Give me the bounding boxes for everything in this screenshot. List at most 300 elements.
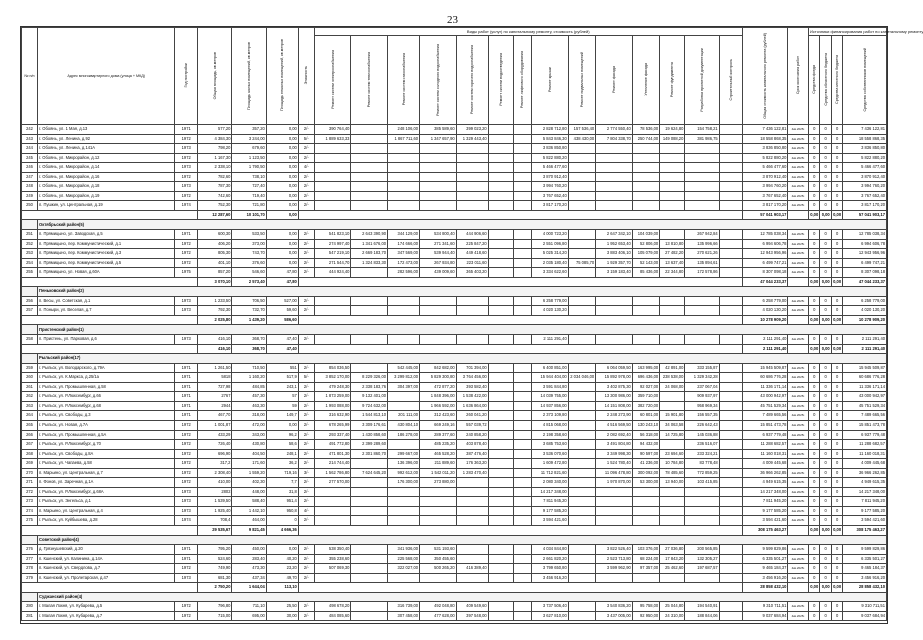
row-w6 [488, 459, 513, 469]
row-w4 [420, 191, 457, 201]
row-w12: 14 725,80 [660, 430, 685, 440]
row-w6 [488, 230, 513, 240]
row-w6 [488, 306, 513, 316]
row-year: 1972 [175, 420, 198, 430]
row-w3 [388, 163, 420, 173]
row-s2: 0 [820, 249, 831, 259]
row-total-cost: 6 499 747,21 [742, 258, 788, 268]
total-s2: 0,00 [820, 210, 831, 220]
row-s4: 3 767 652,40 [843, 191, 887, 201]
row-w1: 1 993 088,00 [314, 401, 351, 411]
row-s3: 0 [831, 239, 842, 249]
row-nonres-area: 0,00 [266, 134, 298, 144]
row-s4: 12 785 038,34 [843, 230, 887, 240]
row-w3 [388, 201, 420, 211]
row-total-area: 410,00 [198, 478, 232, 488]
row-living-area: 1 559,20 [232, 468, 266, 478]
row-w2: 1 341 676,00 [351, 239, 388, 249]
row-floors: 2/- [298, 611, 314, 621]
row-w6 [488, 134, 513, 144]
total-deadline-spacer [788, 277, 809, 287]
row-number: 244 [22, 144, 38, 154]
row-w2: 9 132 401,00 [351, 392, 388, 402]
row-s4: 9 599 829,86 [843, 545, 887, 555]
row-w3: 282 596,00 [388, 268, 420, 278]
total-spacer [22, 315, 198, 325]
row-address: г. Малая Локня, ул. Кубарева, д.7 [38, 611, 175, 621]
row-year: 1973 [175, 306, 198, 316]
row-w10 [596, 201, 633, 211]
row-year: 1971 [175, 411, 198, 421]
table-row [22, 125, 887, 135]
row-living-area: 1 790,50 [232, 163, 266, 173]
row-address: г. Рыльск, ул. Свободы, д.3 [38, 411, 175, 421]
row-w2: 9 724 632,00 [351, 401, 388, 411]
row-s2: 0 [820, 306, 831, 316]
row-w2 [351, 487, 388, 497]
row-year: 1972 [175, 449, 198, 459]
row-w13 [685, 335, 719, 345]
row-w7 [513, 497, 531, 507]
row-w3 [388, 144, 420, 154]
row-w2 [351, 172, 388, 182]
row-s3: 0 [831, 373, 842, 383]
row-deadline: 4кв.2025г. [788, 249, 809, 259]
table-row [22, 296, 887, 306]
table-row [22, 478, 887, 488]
row-year: 1972 [175, 602, 198, 612]
row-w5: 444 906,60 [456, 230, 488, 240]
row-w9: 2 034 046,00 [568, 373, 595, 383]
row-total-cost: 3 767 652,40 [742, 191, 788, 201]
total-cost: 28 858 432,10 [742, 583, 788, 593]
row-w10: 3 159 183,40 [596, 268, 633, 278]
row-w10 [596, 306, 633, 316]
row-w9 [568, 363, 595, 373]
row-s2: 0 [820, 172, 831, 182]
row-w5 [456, 516, 488, 526]
total-s4: 308 175 463,27 [843, 525, 887, 535]
row-s2: 0 [820, 401, 831, 411]
row-address: п. Прямицыно, пер. Коммунистический, д.5 [38, 258, 175, 268]
table-row [22, 306, 887, 316]
row-w3: 172 473,00 [388, 258, 420, 268]
row-w1: 1 889 633,33 [314, 134, 351, 144]
row-living-area: 430,80 [232, 440, 266, 450]
row-w4: 289 377,60 [420, 430, 457, 440]
district-total-row [22, 344, 887, 354]
row-w8: 6 400 851,00 [532, 363, 569, 373]
row-w12 [660, 440, 685, 450]
row-s1: 0 [809, 401, 820, 411]
row-s3: 0 [831, 516, 842, 526]
row-year: 1972 [175, 172, 198, 182]
row-year: 1974 [175, 516, 198, 526]
row-nonres-area: 58,6 [266, 440, 298, 450]
row-w7 [513, 516, 531, 526]
row-deadline: 4кв.2025г. [788, 392, 809, 402]
row-w8: 3 817 170,20 [532, 201, 569, 211]
district-name: Пеньковский район(2) [38, 287, 887, 297]
row-w13: 381 986,75 [685, 134, 719, 144]
col-s4: Средства собственников помещений [843, 36, 887, 125]
row-w4: 842 682,00 [420, 363, 457, 373]
row-w8: 3 836 850,80 [532, 144, 569, 154]
row-w9 [568, 306, 595, 316]
table-row [22, 363, 887, 373]
row-w13: 233 324,21 [685, 449, 719, 459]
row-w3 [388, 440, 420, 450]
row-w10 [596, 296, 633, 306]
row-w1 [314, 506, 351, 516]
row-year: 1971 [175, 125, 198, 135]
row-total-cost: 14 217 348,00 [742, 487, 788, 497]
row-floors: 2/- [298, 440, 314, 450]
row-deadline: 4кв.2025г. [788, 163, 809, 173]
row-w13: 333 155,87 [685, 363, 719, 373]
row-s3: 0 [831, 602, 842, 612]
row-year: 1971 [175, 554, 198, 564]
table-row [22, 134, 887, 144]
row-number: 270 [22, 468, 38, 478]
row-deadline: 4кв.2025г. [788, 573, 809, 583]
row-year: 1972 [175, 564, 198, 574]
row-number: 262 [22, 392, 38, 402]
row-w7 [513, 602, 531, 612]
row-s3: 0 [831, 440, 842, 450]
row-w6 [488, 420, 513, 430]
row-w7 [513, 163, 531, 173]
district-total-row [22, 315, 887, 325]
row-s4: 6 499 747,21 [843, 258, 887, 268]
total-s4: 57 041 903,17 [843, 210, 887, 220]
total-spacer [22, 277, 198, 287]
row-floors: 4/- [298, 163, 314, 173]
row-w8: 3 737 506,40 [532, 602, 569, 612]
row-w5 [456, 478, 488, 488]
row-total-area: 857,20 [198, 268, 232, 278]
total-cost: 10 278 909,20 [742, 315, 788, 325]
row-w5: 240 858,20 [456, 430, 488, 440]
col-n: № п/п [22, 28, 38, 125]
row-nonres-area: 551 [266, 363, 298, 373]
row-w5: 225 847,20 [456, 239, 488, 249]
row-total-area: 406,20 [198, 239, 232, 249]
row-w9: 75 085,70 [568, 258, 595, 268]
row-w10: 3 822 526,40 [596, 545, 633, 555]
row-w8: 1 609 472,80 [532, 459, 569, 469]
row-w11: 78 536,00 [632, 125, 659, 135]
total-deadline-spacer [788, 525, 809, 535]
row-living-area: 711,10 [232, 602, 266, 612]
table-row [22, 545, 887, 555]
total-s4: 47 044 233,37 [843, 277, 887, 287]
row-w4 [420, 516, 457, 526]
row-s2: 0 [820, 125, 831, 135]
row-s4: 5 822 880,20 [843, 153, 887, 163]
table-row [22, 268, 887, 278]
row-address: г. Обоянь, ул. Ленина, д.141А [38, 144, 175, 154]
row-number: 276 [22, 545, 38, 555]
row-w14 [719, 163, 742, 173]
row-w2: 1 544 813,10 [351, 411, 388, 421]
row-living-area: 743,70 [232, 249, 266, 259]
row-number: 247 [22, 172, 38, 182]
row-w8: 6 258 779,00 [532, 296, 569, 306]
total-living-area: 10 101,70 [232, 210, 266, 220]
row-living-area: 464,00 [232, 516, 266, 526]
row-number: 242 [22, 125, 38, 135]
row-w9 [568, 487, 595, 497]
row-nonres-area: 950,8 [266, 506, 298, 516]
row-address: п. Кшенский, ул. Калинина, д.14А [38, 554, 175, 564]
row-w12: 27 482,20 [660, 249, 685, 259]
row-w7 [513, 554, 531, 564]
row-w1: 316 632,90 [314, 411, 351, 421]
row-deadline: 4кв.2025г. [788, 172, 809, 182]
row-w5 [456, 573, 488, 583]
row-total-cost: 2 111 291,40 [742, 335, 788, 345]
row-w10: 3 599 962,90 [596, 564, 633, 574]
row-total-area: 752,30 [198, 201, 232, 211]
row-s1: 0 [809, 459, 820, 469]
row-nonres-area: 0,00 [266, 230, 298, 240]
row-w7 [513, 268, 531, 278]
row-s2: 0 [820, 411, 831, 421]
row-total-area: 726,40 [198, 440, 232, 450]
row-w10: 13 300 986,00 [596, 392, 633, 402]
row-s2: 0 [820, 468, 831, 478]
row-w13 [685, 163, 719, 173]
row-w10: 7 804 338,70 [596, 134, 633, 144]
row-w14 [719, 134, 742, 144]
row-deadline: 4кв.2025г. [788, 363, 809, 373]
row-s4: 3 456 916,20 [843, 573, 887, 583]
row-w2 [351, 182, 388, 192]
row-s4: 4 009 445,68 [843, 459, 887, 469]
row-s2: 0 [820, 335, 831, 345]
row-s3: 0 [831, 430, 842, 440]
row-s4: 5 466 477,60 [843, 163, 887, 173]
row-w10: 1 970 870,00 [596, 478, 633, 488]
row-deadline: 4кв.2025г. [788, 459, 809, 469]
row-address: г. Обоянь, ул. Микрорайон, д.19 [38, 191, 175, 201]
row-w4: 439 009,60 [420, 268, 457, 278]
row-s4: 8 307 098,18 [843, 268, 887, 278]
row-w4 [420, 506, 457, 516]
col-w7: Ремонт лифтового оборудования [513, 36, 531, 125]
row-w2: 8 229 326,00 [351, 373, 388, 383]
row-w12 [660, 335, 685, 345]
row-s2: 0 [820, 602, 831, 612]
row-deadline: 4кв.2025г. [788, 125, 809, 135]
row-address: д. Грязнушевский, д.20 [38, 545, 175, 555]
row-address: п. Прямицыно, пер. Коммунистический, д.1 [38, 239, 175, 249]
row-total-area: 2 308,40 [198, 468, 232, 478]
total-s4: 10 278 909,20 [843, 315, 887, 325]
row-w8: 3 994 760,20 [532, 182, 569, 192]
table-row [22, 392, 887, 402]
row-s3: 0 [831, 306, 842, 316]
row-s4: 15 945 509,87 [843, 363, 887, 373]
row-w5 [456, 554, 488, 564]
row-w4 [420, 182, 457, 192]
row-w11 [632, 506, 659, 516]
row-w13: 83 778,48 [685, 459, 719, 469]
row-total-cost: 12 943 956,96 [742, 249, 788, 259]
row-s4: 18 558 868,35 [843, 134, 887, 144]
row-w14 [719, 554, 742, 564]
total-s4: 2 111 291,40 [843, 344, 887, 354]
row-floors: 2/- [298, 249, 314, 259]
row-year: 1971 [175, 363, 198, 373]
row-floors: 4/- [298, 506, 314, 516]
total-nonres-area: 47,40 [266, 344, 298, 354]
row-w9 [568, 239, 595, 249]
row-w1: 854 036,50 [314, 363, 351, 373]
row-s2: 0 [820, 545, 831, 555]
row-floors: 2/- [298, 268, 314, 278]
row-w1: 277 570,00 [314, 478, 351, 488]
row-year: 1971 [175, 382, 198, 392]
row-w5: 176 363,20 [456, 459, 488, 469]
row-w5: 416 389,40 [456, 564, 488, 574]
row-floors: 2/- [298, 125, 314, 135]
row-w5 [456, 201, 488, 211]
row-total-area: 1 261,50 [198, 363, 232, 373]
row-address: г. Рыльск, ул. Володарского, д.79А [38, 363, 175, 373]
row-s2: 0 [820, 440, 831, 450]
row-w7 [513, 459, 531, 469]
row-w12 [660, 153, 685, 163]
row-w10: 11 096 478,80 [596, 468, 633, 478]
row-w14 [719, 182, 742, 192]
row-w14 [719, 506, 742, 516]
row-w7 [513, 134, 531, 144]
row-nonres-area: 0,00 [266, 201, 298, 211]
row-w4: 267 934,80 [420, 258, 457, 268]
row-address: г. Обоянь, ул. Микрорайон, д.14 [38, 163, 175, 173]
row-year: 1973 [175, 144, 198, 154]
row-total-area: 416,10 [198, 335, 232, 345]
row-w5: 449 418,60 [456, 249, 488, 259]
table-row [22, 449, 887, 459]
row-w5 [456, 545, 488, 555]
row-deadline: 4кв.2025г. [788, 258, 809, 268]
row-w13 [685, 153, 719, 163]
row-address: г. Рыльск, ул. Р.Люксембург, д.70 [38, 440, 175, 450]
row-w10 [596, 191, 633, 201]
row-total-cost: 3 456 916,20 [742, 573, 788, 583]
row-s1: 0 [809, 602, 820, 612]
col-w5: Ремонт систем горячего водоснабжения [456, 36, 488, 125]
row-w12: 149 088,20 [660, 134, 685, 144]
row-nonres-area: 0,00 [266, 125, 298, 135]
row-w1: 507 069,30 [314, 564, 351, 574]
row-w12 [660, 201, 685, 211]
row-floors: 2/- [298, 258, 314, 268]
row-total-cost: 18 558 868,35 [742, 134, 788, 144]
row-w9 [568, 602, 595, 612]
row-w2 [351, 554, 388, 564]
row-w7 [513, 392, 531, 402]
row-w3 [388, 392, 420, 402]
col-w14: Строительный контроль [719, 36, 742, 125]
row-living-area: 1 160,20 [232, 373, 266, 383]
row-living-area: 719,40 [232, 191, 266, 201]
row-w6 [488, 478, 513, 488]
row-w4 [420, 163, 457, 173]
row-living-area: 472,00 [232, 420, 266, 430]
table-row [22, 239, 887, 249]
row-w13: 958 969,34 [685, 401, 719, 411]
table-row [22, 516, 887, 526]
row-w10: 15 892 978,00 [596, 373, 633, 383]
row-w7 [513, 335, 531, 345]
row-w13: 226 642,43 [685, 420, 719, 430]
row-w5 [456, 506, 488, 516]
row-w2 [351, 611, 388, 621]
row-w12: 23 694,60 [660, 449, 685, 459]
row-floors: 2/- [298, 335, 314, 345]
row-number: 259 [22, 363, 38, 373]
row-deadline: 4кв.2025г. [788, 144, 809, 154]
row-total-area: 742,60 [198, 191, 232, 201]
row-year: 1972 [175, 134, 198, 144]
row-total-area: 600,30 [198, 230, 232, 240]
table-row [22, 420, 887, 430]
row-w9 [568, 545, 595, 555]
row-w12 [660, 306, 685, 316]
row-floors: 2/- [298, 201, 314, 211]
row-number: 255 [22, 268, 38, 278]
row-w10: 1 929 357,70 [596, 258, 633, 268]
row-w1 [314, 153, 351, 163]
row-total-area: 1 167,30 [198, 153, 232, 163]
row-number: 267 [22, 440, 38, 450]
row-w5: 1 636 864,00 [456, 401, 488, 411]
row-total-cost: 3 817 170,20 [742, 201, 788, 211]
row-s3: 0 [831, 296, 842, 306]
row-floors: 2/- [298, 172, 314, 182]
row-year: 1972 [175, 468, 198, 478]
row-w7 [513, 382, 531, 392]
col-total-area: Общая площадь, кв.метров [198, 28, 232, 125]
district-total-row [22, 525, 887, 535]
row-s1: 0 [809, 411, 820, 421]
row-w7 [513, 430, 531, 440]
row-deadline: 4кв.2025г. [788, 382, 809, 392]
row-w11: 41 236,00 [632, 459, 659, 469]
row-s1: 0 [809, 392, 820, 402]
row-w1 [314, 172, 351, 182]
row-w3: 174 666,00 [388, 239, 420, 249]
table-row [22, 497, 887, 507]
row-number: 261 [22, 382, 38, 392]
row-year: 1972 [175, 239, 198, 249]
row-w5 [456, 163, 488, 173]
row-total-area: 749,90 [198, 564, 232, 574]
row-s2: 0 [820, 478, 831, 488]
row-deadline: 4кв.2025г. [788, 440, 809, 450]
row-deadline: 4кв.2025г. [788, 268, 809, 278]
row-w5: 1 538 422,00 [456, 392, 488, 402]
row-s3: 0 [831, 125, 842, 135]
row-nonres-area: 0,00 [266, 163, 298, 173]
district-header-row [22, 325, 887, 335]
row-s4: 11 336 171,14 [843, 382, 887, 392]
row-s4: 6 258 779,00 [843, 296, 887, 306]
